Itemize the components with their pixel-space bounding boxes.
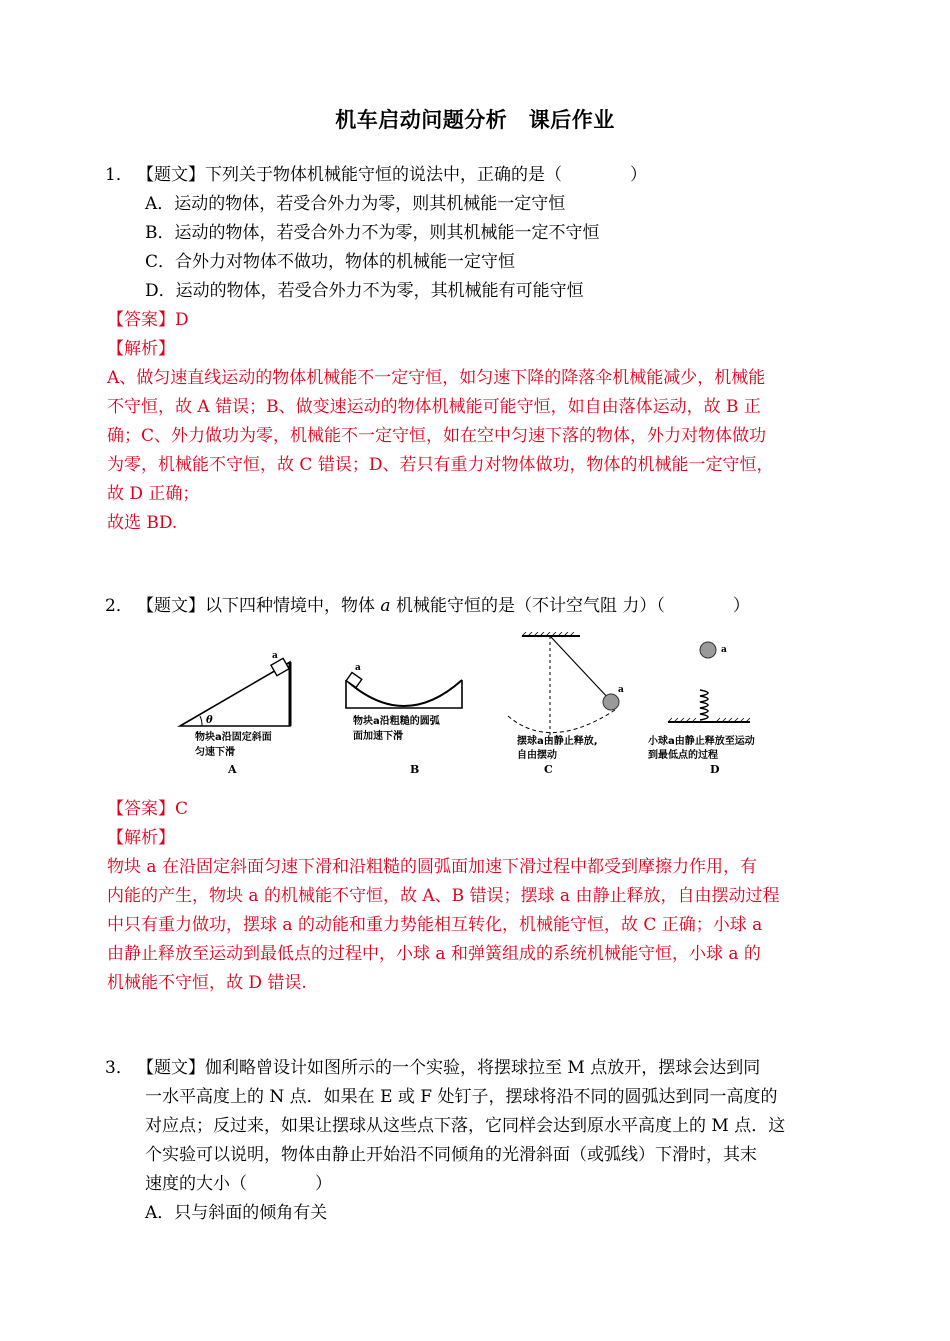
figure-c-caption-1: 摆球a由静止释放, xyxy=(517,736,598,747)
q1-option-b: B．运动的物体，若受合外力不为零，则其机械能一定不守恒 xyxy=(145,223,600,243)
falling-ball-label: a xyxy=(721,645,727,655)
q1-answer: 【答案】D xyxy=(107,310,189,330)
angle-theta: θ xyxy=(206,715,213,726)
figure-b xyxy=(346,663,462,776)
block-a xyxy=(346,672,362,687)
figure-b-caption-1: 物块a沿粗糙的圆弧 xyxy=(353,716,440,727)
q2-analysis-line: 内能的产生，物块 a 的机械能不守恒，故 A、B 错误；摆球 a 由静止释放，自由摆动过程 xyxy=(107,886,780,906)
spring xyxy=(700,690,708,720)
q1-stem: 【题文】下列关于物体机械能守恒的说法中，正确的是（ ） xyxy=(137,165,647,185)
q3-stem-line: 速度的大小（ ） xyxy=(145,1174,332,1194)
q2-analysis-label: 【解析】 xyxy=(107,828,175,848)
figure-c-caption-2: 自由摆动 xyxy=(517,750,557,761)
q2-figures xyxy=(170,632,760,782)
figure-a-label: A xyxy=(228,763,237,776)
arc-surface xyxy=(346,680,462,706)
swing-arc xyxy=(508,710,615,733)
q2-stem-var: a xyxy=(380,596,391,616)
q2-number: 2． xyxy=(105,596,133,616)
pendulum-ball-label: a xyxy=(618,685,624,695)
q1-analysis-line: 不守恒，故 A 错误；B、做变速运动的物体机械能可能守恒，如自由落体运动，故 B 正 xyxy=(107,397,761,417)
q3-stem-line: 个实验可以说明，物体由静止开始沿不同倾角的光滑斜面（或弧线）下滑时，其末 xyxy=(145,1145,757,1165)
q2-stem-pre: 【题文】以下四种情境中，物体 xyxy=(137,596,381,616)
pendulum-string xyxy=(550,636,610,700)
q1-option-c: C．合外力对物体不做功，物体的机械能一定守恒 xyxy=(145,252,516,272)
q2-answer: 【答案】C xyxy=(107,799,189,819)
figure-a-caption-1: 物块a沿固定斜面 xyxy=(195,732,272,743)
q3-number: 3． xyxy=(105,1058,133,1078)
q3-option-a: A．只与斜面的倾角有关 xyxy=(145,1203,328,1223)
q1-option-a: A．运动的物体，若受合外力为零，则其机械能一定守恒 xyxy=(145,194,566,214)
q1-analysis-line: 故 D 正确； xyxy=(107,484,200,504)
figure-d-caption-1: 小球a由静止释放至运动 xyxy=(648,736,755,747)
figure-d xyxy=(648,642,755,776)
angle-arc xyxy=(200,716,202,726)
page-title: 机车启动问题分析 课后作业 xyxy=(335,107,615,132)
block-a-label: a xyxy=(272,651,278,661)
q1-option-d: D．运动的物体，若受合外力不为零，其机械能有可能守恒 xyxy=(145,281,584,301)
figure-c xyxy=(508,632,624,776)
q3-stem-line: 一水平高度上的 N 点．如果在 E 或 F 处钉子，摆球将沿不同的圆弧达到同一高度的 xyxy=(145,1087,778,1107)
figure-b-label: B xyxy=(410,763,420,776)
pendulum-ball xyxy=(603,694,619,710)
falling-ball xyxy=(700,642,716,658)
figure-c-label: C xyxy=(544,763,553,776)
q3-stem-line: 对应点；反过来，如果让摆球从这些点下落，它同样会达到原水平高度上的 M 点．这 xyxy=(145,1116,786,1136)
q1-analysis-line: A、做匀速直线运动的物体机械能不一定守恒，如匀速下降的降落伞机械能减少，机械能 xyxy=(107,368,766,388)
figure-a xyxy=(180,651,290,776)
q2-stem xyxy=(137,592,750,621)
q2-analysis-line: 中只有重力做功，摆球 a 的动能和重力势能相互转化，机械能守恒，故 C 正确；小球 a xyxy=(107,915,763,935)
q1-analysis-line: 确；C、外力做功为零，机械能不一定守恒，如在空中匀速下落的物体，外力对物体做功 xyxy=(107,426,767,446)
q3-stem-line: 【题文】伽利略曾设计如图所示的一个实验，将摆球拉至 M 点放开，摆球会达到同 xyxy=(137,1058,761,1078)
figure-d-caption-2: 到最低点的过程 xyxy=(648,750,718,761)
figure-b-caption-2: 面加速下滑 xyxy=(353,731,403,742)
block-a-label: a xyxy=(355,663,361,673)
q2-stem-post: 机械能守恒的是（不计空气阻 力）（ ） xyxy=(390,596,750,616)
q2-analysis-line: 物块 a 在沿固定斜面匀速下滑和沿粗糙的圆弧面加速下滑过程中都受到摩擦力作用，有 xyxy=(107,857,757,877)
q1-analysis-line: 为零，机械能不守恒，故 C 错误；D、若只有重力对物体做功，物体的机械能一定守恒， xyxy=(107,455,774,475)
figure-d-label: D xyxy=(710,763,720,776)
q1-analysis-line: 故选 BD. xyxy=(107,513,178,533)
q2-analysis-line: 机械能不守恒，故 D 错误. xyxy=(107,973,307,993)
incline-triangle xyxy=(180,662,290,726)
q2-analysis-line: 由静止释放至运动到最低点的过程中，小球 a 和弹簧组成的系统机械能守恒，小球 a 的 xyxy=(107,944,761,964)
q1-analysis-label: 【解析】 xyxy=(107,339,175,359)
q1-number: 1． xyxy=(105,165,133,185)
figure-a-caption-2: 匀速下滑 xyxy=(195,747,235,758)
